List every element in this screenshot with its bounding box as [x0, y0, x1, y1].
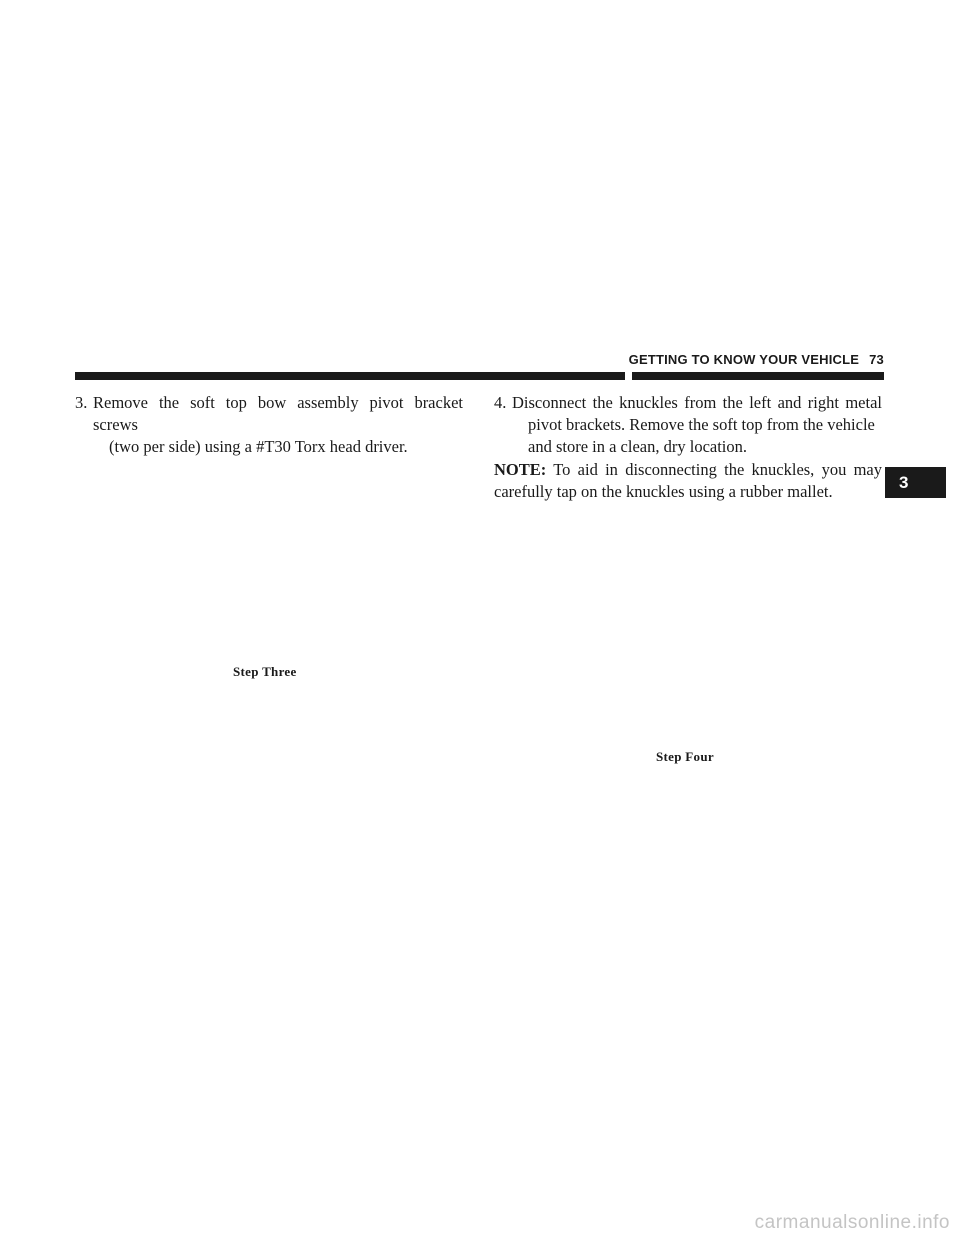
step-three-line1: Remove the soft top bow assembly pivot bracket screws	[93, 393, 463, 434]
chapter-number: 3	[899, 472, 909, 492]
note-label: NOTE:	[494, 460, 547, 479]
header-rule-right	[632, 372, 884, 380]
running-header	[629, 352, 884, 367]
caption-step-three: Step Three	[233, 664, 297, 679]
step-four-line1: Disconnect the knuckles from the left and right metal	[512, 393, 882, 412]
step-three-text	[75, 392, 463, 458]
step-three-rest: (two per side) using a #T30 Torx head driver.	[109, 437, 408, 456]
step-number: 3.	[75, 393, 88, 412]
caption-step-four: Step Four	[656, 749, 714, 764]
step-four-text	[494, 392, 882, 458]
watermark: carmanualsonline.info	[754, 1212, 950, 1233]
note-text: To aid in disconnecting the knuckles, you may carefully tap on the knuckles using a rubber mallet.	[494, 460, 882, 501]
step-number: 4.	[494, 393, 507, 412]
note-paragraph	[494, 459, 882, 503]
header-rule	[75, 372, 625, 380]
step-four-rest: pivot brackets. Remove the soft top from the vehicle and store in a clean, dry location.	[528, 415, 875, 456]
chapter-tab	[885, 467, 946, 498]
section-title: GETTING TO KNOW YOUR VEHICLE	[628, 352, 860, 367]
page-number: 73	[869, 352, 884, 367]
